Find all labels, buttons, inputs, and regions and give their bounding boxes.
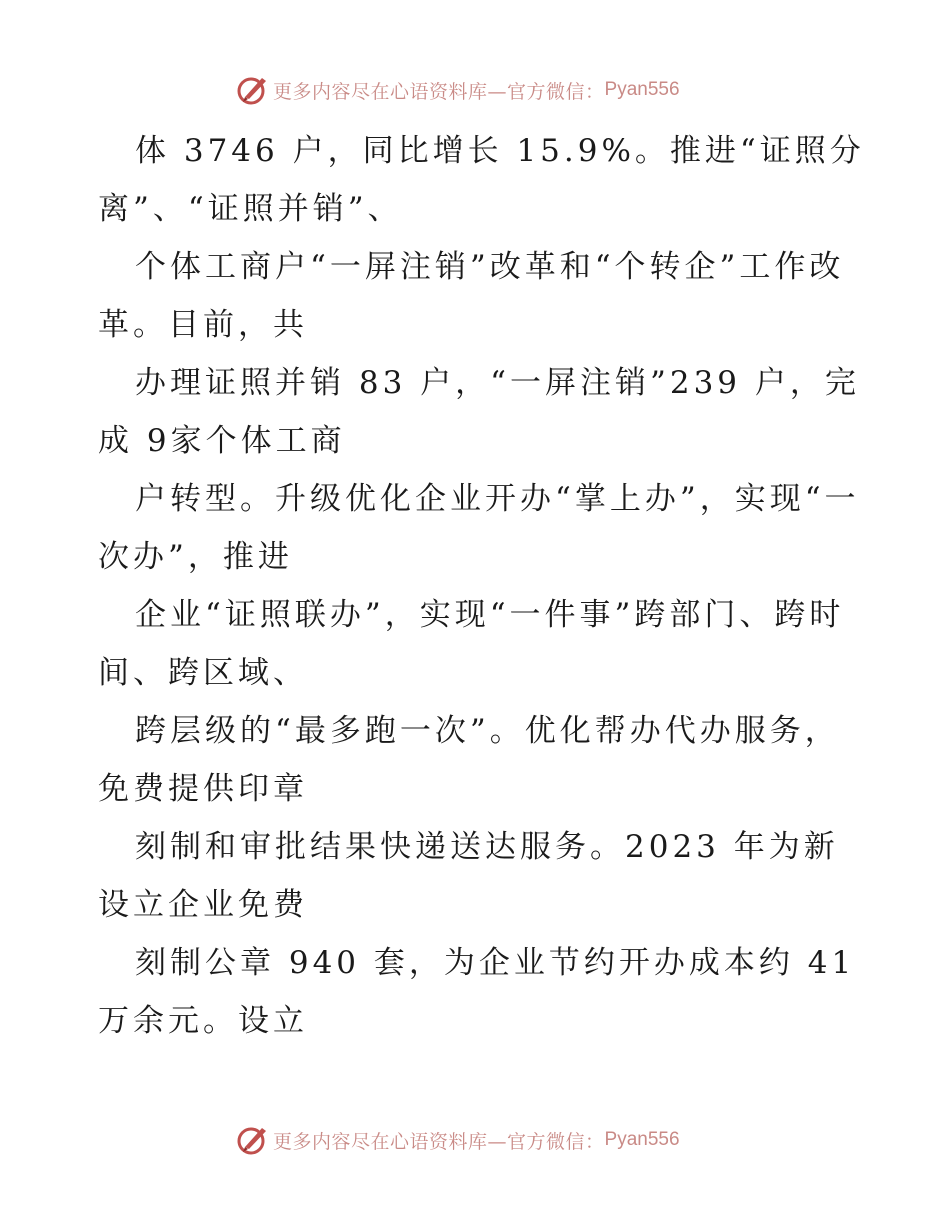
paragraph: 个体工商户“一屏注销”改革和“个转企”工作改革。目前，共 xyxy=(98,249,845,343)
watermark-wechat-id: Pyan556 xyxy=(604,79,680,100)
paragraph: 体 3746 户，同比增长 15.9%。推进“证照分离”、“证照并销”、 xyxy=(98,133,865,227)
paragraph: 刻制公章 940 套，为企业节约开办成本约 41 万余元。设立 xyxy=(98,945,856,1039)
paragraph: 跨层级的“最多跑一次”。优化帮办代办服务，免费提供印章 xyxy=(98,713,840,807)
watermark-text: 更多内容尽在心语资料库—官方微信： xyxy=(273,80,605,103)
footer-watermark xyxy=(235,1122,680,1158)
paragraph: 企业“证照联办”，实现“一件事”跨部门、跨时间、跨区域、 xyxy=(98,597,845,691)
paragraph: 户转型。升级优化企业开办“掌上办”，实现“一次办”，推进 xyxy=(98,481,860,575)
document-body xyxy=(98,122,868,1050)
header-watermark xyxy=(235,72,680,108)
watermark-text: 更多内容尽在心语资料库—官方微信： xyxy=(273,1130,605,1153)
paragraph: 刻制和审批结果快递送达服务。2023 年为新设立企业免费 xyxy=(98,829,839,923)
paragraph: 办理证照并销 83 户，“一屏注销”239 户，完成 9家个体工商 xyxy=(98,365,860,459)
watermark-wechat-id: Pyan556 xyxy=(604,1129,680,1150)
quill-logo-icon xyxy=(235,72,271,108)
quill-logo-icon xyxy=(235,1122,271,1158)
